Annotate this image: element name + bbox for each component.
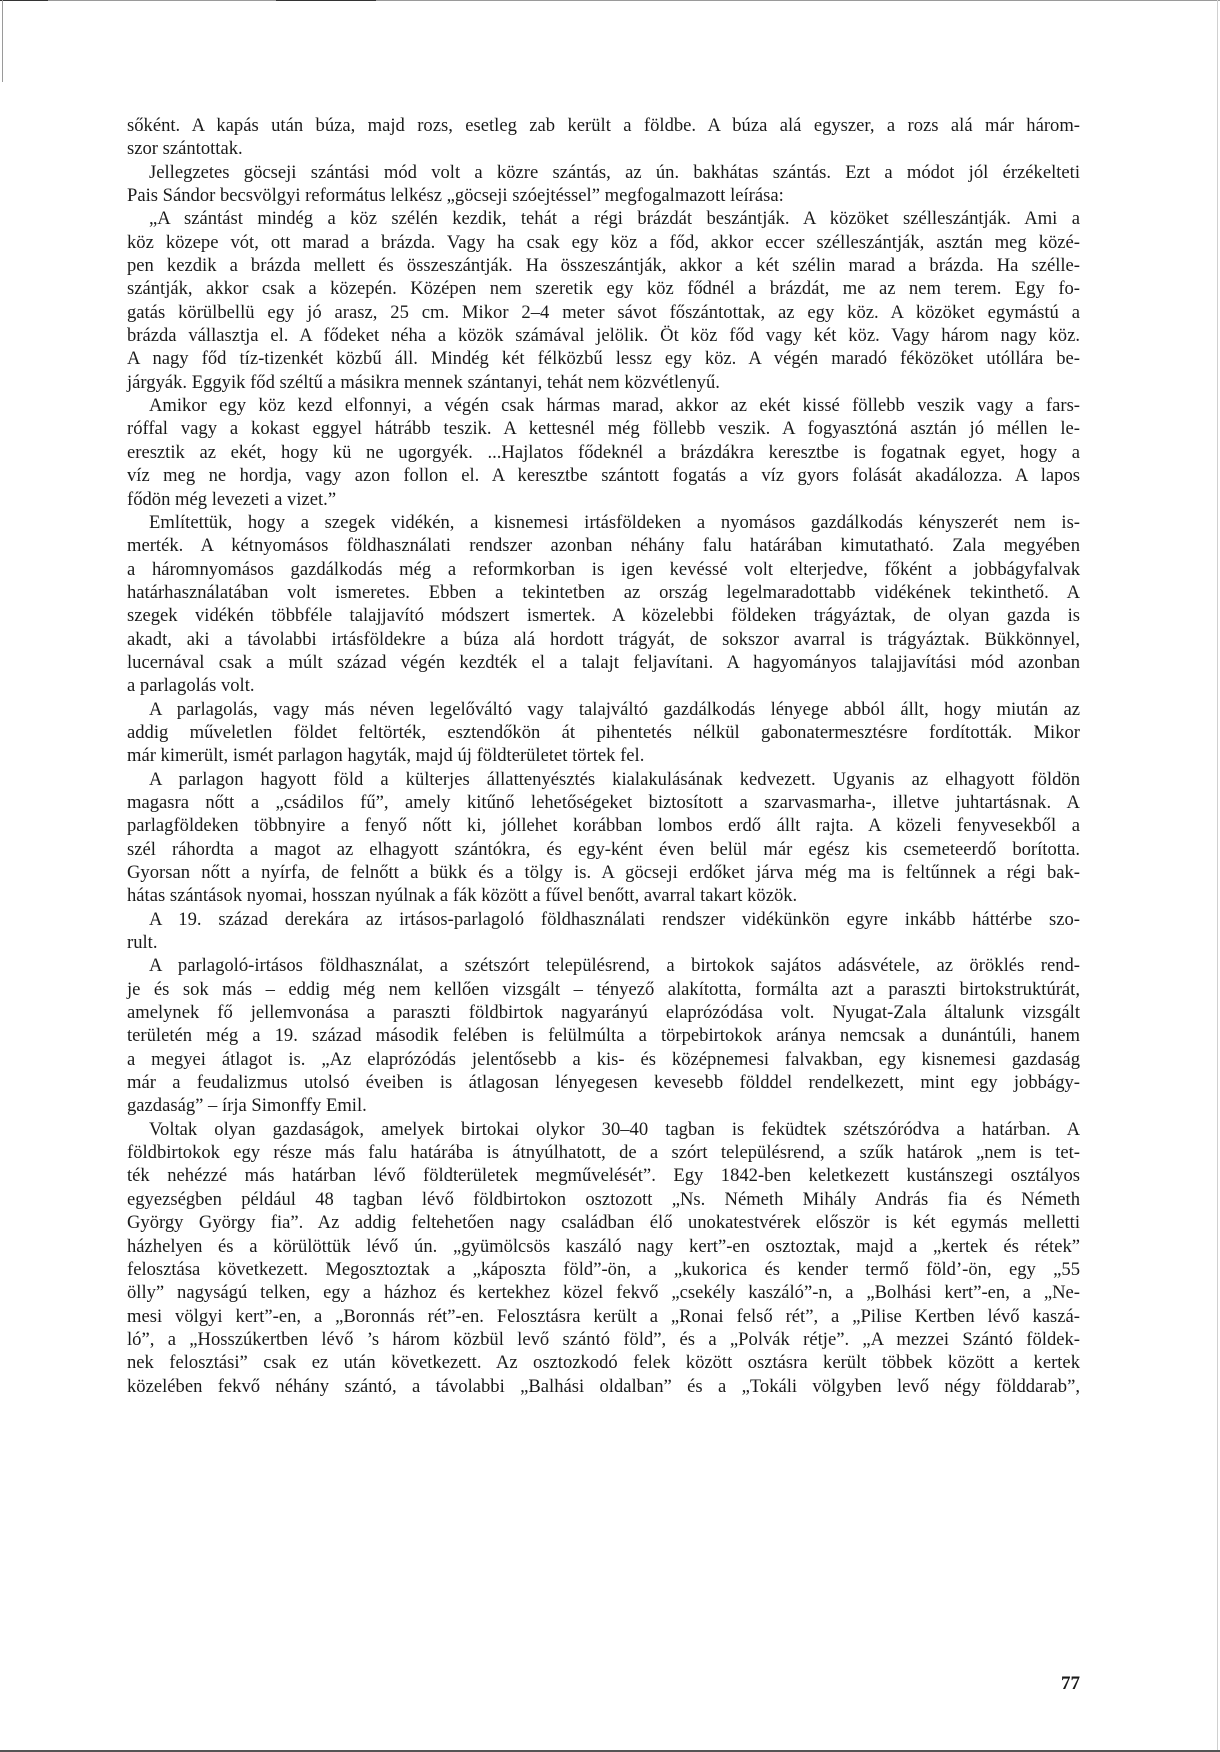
text-line: lucernával csak a múlt század végén kezdték el a talajt feljavítani. A hagyományos talajjavítási mód azonban: [127, 651, 1080, 673]
scan-border-right: [1217, 0, 1218, 1752]
text-line: ték nehézzé más határban lévő földterületek megművelését”. Egy 1842-ben keletkezett kustánszegi osztályos: [127, 1165, 1080, 1187]
text-line: A parlagon hagyott föld a külterjes állattenyésztés kialakulásának kedvezett. Ugyanis az elhagyott földön: [149, 768, 1080, 790]
text-line: már kimerült, ismét parlagon hagyták, majd új földterületet törtek fel.: [127, 745, 645, 767]
text-line: Gyorsan nőtt a nyírfa, de felnőtt a bükk és a tölgy is. A göcseji erdőket járva még ma is feltűnnek a régi bak-: [127, 862, 1080, 883]
scan-border-left: [2, 0, 3, 82]
text-line: már a feudalizmus utolsó éveiben is átlagosan lényegesen kevesebb földdel rendelkezett, mint egy jobbágy-: [127, 1072, 1080, 1094]
text-line: házhelyen és a körülöttük lévő ún. „gyümölcsös kaszáló nagy kert”-en osztoztak, majd a „kertek és rétek”: [127, 1235, 1080, 1257]
paragraph-parlagolas: [127, 698, 1080, 768]
text-line: György György fia”. Az addig feltehetően nagy családban élő unokatestvérek először is két egymás melletti: [127, 1212, 1080, 1234]
text-line: rult.: [127, 932, 158, 954]
text-line: területén még a 19. század második felében is felülmúlta a törpebirtokok aránya nemcsak a dunántúli, hanem: [127, 1025, 1080, 1047]
text-line: eresztik az ekét, hogy kü ne ugorgyék. ...Hajlatos fődeknél a brázdákra keresztbe is fogatnak egyet, hogy a: [127, 441, 1080, 463]
text-line: járgyák. Eggyik főd széltű a másikra mennek szántanyi, tehát nem közvétlenyű.: [127, 371, 720, 393]
page-number: 77: [1061, 1673, 1080, 1694]
text-line: közelében fekvő néhány szántó, a távolabbi „Balhási oldalban” és a „Tokáli völgyben levő négy földdarab”,: [127, 1375, 1080, 1397]
text-line: felosztása következett. Megosztoztak a „káposzta föld”-ön, a „kukorica és kender termő föld’-ön, egy „55: [127, 1258, 1080, 1280]
scan-border-mark: [276, 0, 376, 1]
text-line: a megyei átlagot is. „Az elaprózódás jelentősebb a kis- és középnemesi falvakban, egy kisnemesi gazdaság: [127, 1048, 1080, 1070]
text-line: brázda vállasztja el. A fődeket néha a közök számával jelölik. Öt köz főd vagy két köz. Vagy három nagy köz.: [127, 325, 1080, 347]
text-line: Jellegzetes göcseji szántási mód volt a közre szántás, az ún. bakhátas szántás. Ezt a módot jól érzékelteti: [149, 161, 1080, 183]
text-line: szegek vidékén többféle talajjavító módszert ismertek. A közelebbi földeken trágyáztak, de olyan gazda is: [127, 605, 1080, 627]
paragraph-voltak: [127, 1118, 1080, 1398]
text-line: A parlagoló-irtásos földhasználat, a szétszórt településrend, a birtokok sajátos adásvétele, az öröklés rend-: [149, 955, 1080, 977]
text-line: gazdaság” – írja Simonffy Emil.: [127, 1095, 367, 1117]
text-line: gatás körülbellü egy jó arasz, 25 cm. Mikor 2–4 meter sávot főszántottak, az egy köz. A közöket egymástú a: [127, 301, 1080, 323]
text-line: földbirtokok egy része más falu határába is átnyúlhatott, de a szórt településrend, a szűk határok „nem is tet-: [127, 1142, 1080, 1164]
paragraph-parlagon: [127, 768, 1080, 908]
text-line: „A szántást mindég a köz szélén kezdik, tehát a régi brázdát beszántják. A közöket szélleszántják. Ami a: [149, 208, 1080, 230]
paragraph-quote-1: [127, 207, 1080, 394]
text-line: mesi völgyi kert”-en, a „Boronnás rét”-en. Felosztásra került a „Ronai felső rét”, a „Pilise Kertben lévő kaszá-: [127, 1305, 1080, 1327]
page-body-text: [127, 114, 1080, 1398]
text-line: amelynek fő jellemvonása a paraszti földbirtok nagyarányú elaprózódása volt. Nyugat-Zala általunk vizsgált: [127, 1002, 1080, 1024]
paragraph-19-szazad: [127, 908, 1080, 955]
text-line: sőként. A kapás után búza, majd rozs, esetleg zab került a földbe. A búza alá egyszer, a rozs alá már három-: [127, 115, 1080, 136]
text-line: a háromnyomásos gazdálkodás még a reformkorban is igen kevéssé volt elterjedve, főként a jobbágyfalvak: [127, 558, 1080, 580]
text-line: határhasználatában volt ismeretes. Ebben a tekintetben az ország legelmaradottabb vidékének tekinthető. A: [127, 581, 1080, 603]
text-line: Pais Sándor becsvölgyi református lelkész „göcseji szóejtéssel” megfogalmazott leírása:: [127, 185, 784, 207]
paragraph-continuation: [127, 114, 1080, 161]
text-line: je és sok más – eddig még nem kellően vizsgált – tényező alakította, formálta azt a paraszti birtokstruktúrát,: [127, 978, 1080, 1000]
paragraph-quote-2: [127, 394, 1080, 511]
text-line: szor szántottak.: [127, 138, 243, 160]
text-line: parlagföldeken többnyire a fenyő nőtt ki, jóllehet korábban lombos erdő állt rajta. A közeli fenyvesekből a: [127, 815, 1080, 837]
text-line: köz közepe vót, ott marad a brázda. Vagy ha csak egy köz a főd, akkor eccer szélleszántják, asztán meg közé-: [127, 231, 1080, 253]
text-line: egyezségben például 48 tagban lévő földbirtokon osztozott „Ns. Németh Mihály András fia és Németh: [127, 1188, 1080, 1210]
text-line: ló”, a „Hosszúkertben lévő ’s három közbül levő szántó föld”, és a „Polvák rétje”. „A mezzei Szántó földek-: [127, 1328, 1080, 1350]
text-line: A parlagolás, vagy más néven legelőváltó vagy talajváltó gazdálkodás lényege abból állt, hogy miután az: [149, 698, 1080, 720]
text-line: A nagy főd tíz-tizenkét közbű áll. Mindég két félközbű lessz egy köz. A végén maradó féközöket utóllára be-: [127, 348, 1080, 370]
scan-border-mark: [0, 0, 48, 1]
text-line: róffal vagy a kokast eggyel hátrább teszik. A kettesnél még föllebb veszik. A fogyasztóná asztán jó méllen le-: [127, 418, 1080, 440]
text-line: szél ráhordta a magot az elhagyott szántókra, és egy-ként éven belül már egész kis csemeteerdő borította.: [127, 838, 1080, 860]
paragraph-bakhatas: [127, 161, 1080, 208]
text-line: merték. A kétnyomásos földhasználati rendszer azonban néhány falu határában kimutatható. Zala megyében: [127, 535, 1080, 557]
text-line: hátas szántások nyomai, hosszan nyúlnak a fák között a fűvel benőtt, avarral takart közök.: [127, 885, 798, 907]
text-line: A 19. század derekára az irtásos-parlagoló földhasználati rendszer vidékünkön egyre inkább háttérbe szo-: [149, 908, 1080, 930]
text-line: addig műveletlen földet feltörték, esztendőkön át pihentetés nélkül gabonatermesztésre fordították. Mikor: [127, 721, 1080, 743]
text-line: fődön még levezeti a vizet.”: [127, 488, 337, 510]
text-line: Voltak olyan gazdaságok, amelyek birtokai olykor 30–40 tagban is feküdtek szétszóródva a határban. A: [149, 1118, 1080, 1140]
text-line: víz meg ne hordja, vagy azon follon el. A keresztbe szántott fogatás a víz gyors folását akadálozza. A lapos: [127, 465, 1080, 487]
text-line: a parlagolás volt.: [127, 675, 255, 697]
scan-border-top: [0, 0, 1220, 1]
paragraph-parlagolo-irtasos: [127, 954, 1080, 1117]
text-line: Említettük, hogy a szegek vidékén, a kisnemesi irtásföldeken a nyomásos gazdálkodás kényszerét nem is-: [149, 511, 1080, 533]
paragraph-szegek: [127, 511, 1080, 698]
text-line: magasra nőtt a „csádilos fű”, amely kitűnő lehetőségeket biztosított a szarvasmarha-, illetve juhtartásnak. A: [127, 791, 1080, 813]
text-line: Amikor egy köz kezd elfonnyi, a végén csak hármas marad, akkor az ekét kissé föllebb veszik vagy a fars-: [149, 395, 1080, 417]
text-line: akadt, aki a távolabbi irtásföldekre a búza alá hordott trágyát, de sokszor avarral is trágyáztak. Bükkönnyel,: [127, 628, 1080, 650]
text-line: ölly” nagyságú telken, egy a házhoz és kertekhez közel fekvő „csekély kaszáló”-n, a „Bolhási kert”-en, a „Ne-: [127, 1282, 1080, 1304]
text-line: pen kezdik a brázda mellett és összeszántják. Ha összeszántják, akkor a két szélin marad a brázda. Ha szélle-: [127, 255, 1080, 277]
text-line: szántják, akkor csak a közepén. Középen nem szeretik egy köz fődnél a brázdát, me az nem terem. Egy fo-: [127, 278, 1080, 300]
text-line: nek felosztási” csak ez után következett. Az osztozkodó felek között osztásra került többek között a kertek: [127, 1352, 1080, 1374]
